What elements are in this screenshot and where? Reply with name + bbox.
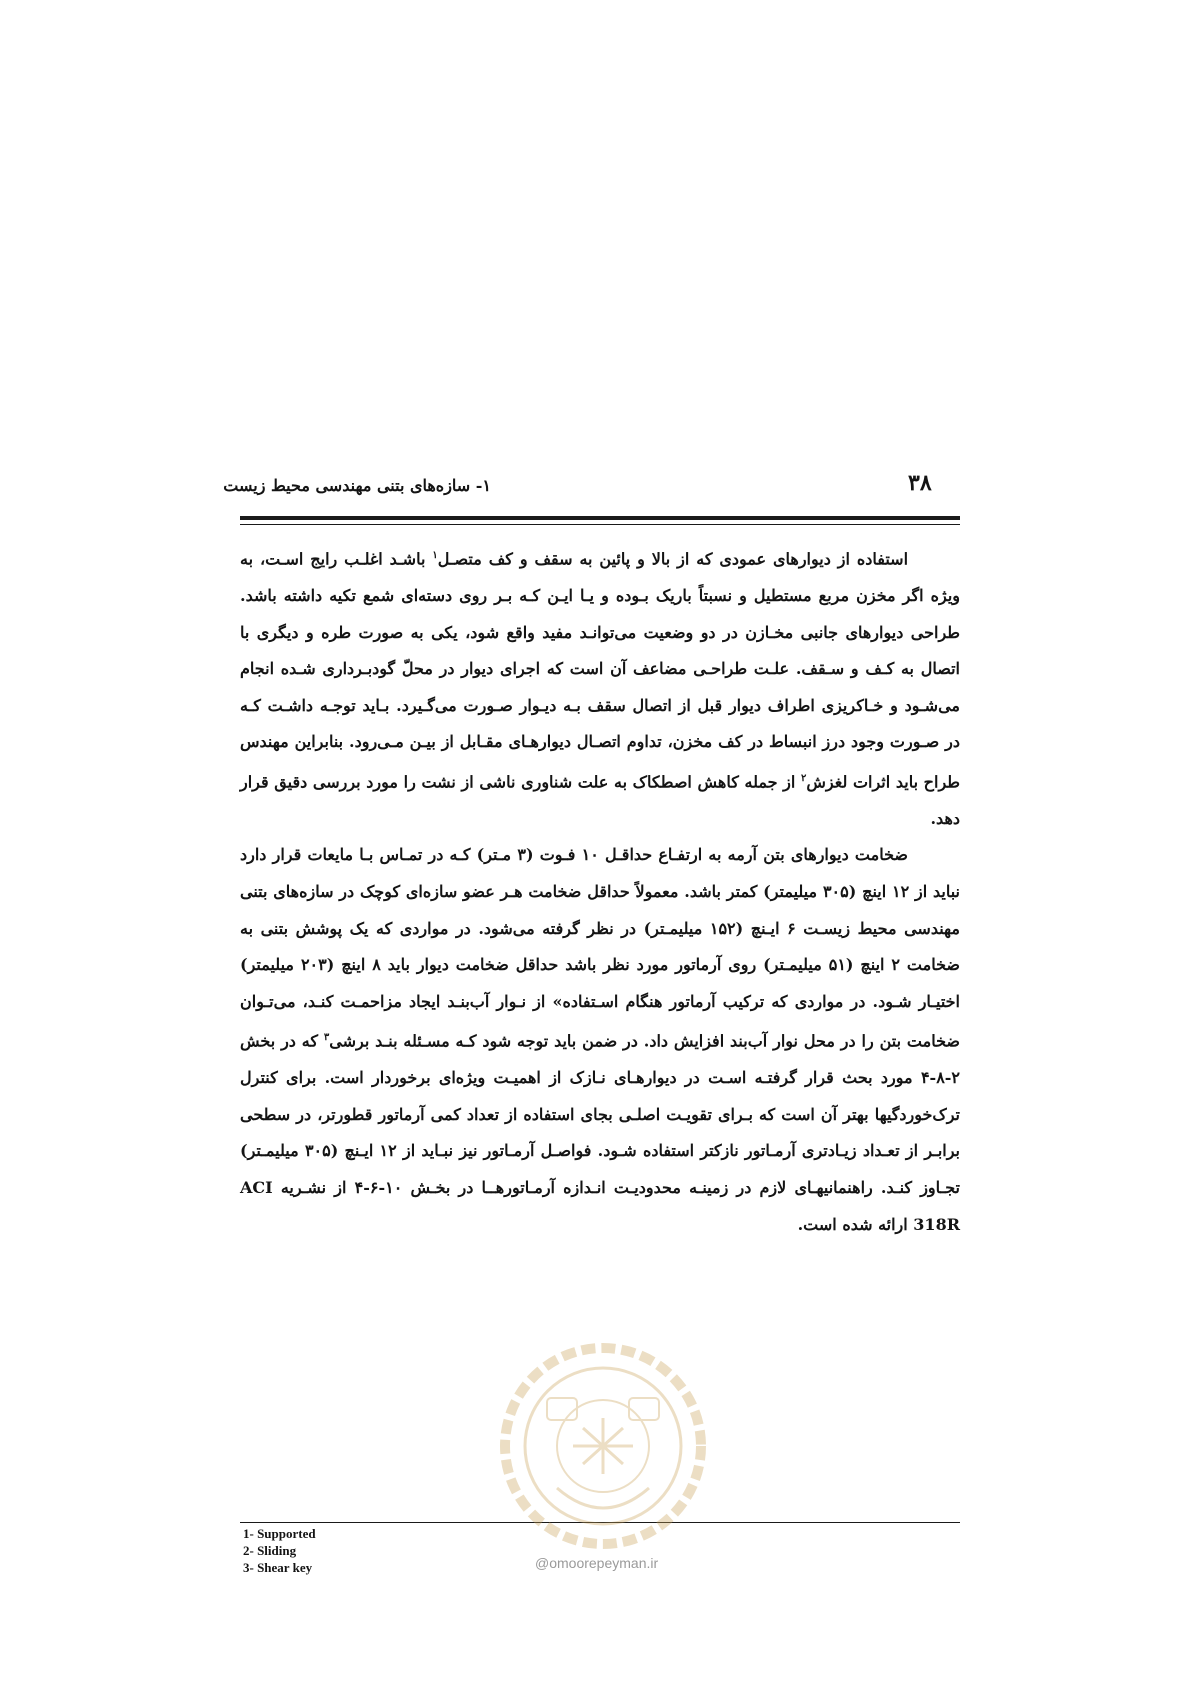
paragraph-1-part-1: استفاده از دیوارهای عمودی که از بالا و پائین به سقف و کف متصـل — [437, 549, 909, 569]
footnotes — [243, 1525, 316, 1576]
footnote-1: 1- Supported — [243, 1526, 316, 1541]
watermark-url: @omoorepeyman.ir — [535, 1555, 659, 1571]
paragraph-2-part-1: ضخامت دیوارهای بتن آرمه به ارتفـاع حداقـل ۱۰ فـوت (۳ مـتر) کـه در تمـاس بـا مایعات قرار دارد نباید از ۱۲ اینچ (۳۰۵ میلیمتر) کمتر باشد. معمولاً حداقل ضخامت هـر عضو سازه‌ای کوچک در سازه‌های بتنی مهندسی محیط زیسـت ۶ ایـنچ (۱۵۲ میلیمـتر) در نظر گرفته می‌شود. در مواردی که یک پوشش بتنی به ضخامت ۲ اینچ (۵۱ میلیمـتر) روی آرماتور مورد نظر باشد حداقل ضخامت دیوار باید ۸ اینچ (۲۰۳ میلیمتر) اختیـار شـود. در مواردی که ترکیب آرماتور هنگام اسـتفاده» از نـوار آب‌بنـد ایجاد مزاحمـت کنـد، می‌تـوان ضخامت بتن را در محل نوار آب‌بند افزایش داد. در ضمن باید توجه شود کـه مسـئله بنـد برشی — [240, 845, 960, 1051]
footnote-ref-2: ۲ — [800, 772, 807, 784]
body-text — [240, 538, 960, 1243]
seal-logo-icon — [487, 1338, 719, 1553]
footnote-3: 3- Shear key — [243, 1560, 313, 1575]
standard-reference: ACI 318R — [240, 1178, 960, 1234]
running-head: ۱- سازه‌های بتنی مهندسی محیط زیست — [223, 476, 491, 495]
header-rule — [240, 516, 960, 520]
footnote-2: 2- Sliding — [243, 1543, 297, 1558]
paragraph-1 — [240, 538, 960, 837]
paragraph-2 — [240, 837, 960, 1243]
footnote-ref-1: ۱ — [432, 550, 438, 561]
paragraph-2-part-3: ارائه شده است. — [797, 1214, 914, 1234]
page-number: ۳۸ — [908, 470, 932, 496]
paragraph-1-part-2: باشـد اغلـب رایج اسـت، به ویژه اگر مخزن مربع مستطیل و نسبتاً باریک بـوده و یـا ایـن کـه بـر روی دسته‌ای شمع تکیه داشته باشد. طراحی دیوارهای جانبی مخـازن در دو وضعیت می‌توانـد مفید واقع شود، یکی به صورت طره و دیگری با اتصال به کـف و سـقف. علـت طراحـی مضاعف آن است که اجرای دیوار در محلّ گودبـرداری شـده انجام می‌شـود و خـاکریزی اطراف دیوار قبل از اتصال سقف بـه دیـوار صـورت می‌گـیرد. بـاید توجـه داشـت کـه در صـورت وجود درز انبساط در کف مخزن، تداوم اتصـال دیوارهـای مقـابل از بیـن مـی‌رود. بنابراین مهندس طراح باید اثرات لغزش — [240, 549, 961, 792]
header-rule-thin — [240, 524, 960, 525]
footnote-ref-3: ۳ — [323, 1032, 330, 1044]
paragraph-2-part-2: که در بخش ۲-۸-۴ مورد بحث قرار گرفتـه اسـت در دیوارهـای نـازک از اهمیـت ویژه‌ای برخوردار است. برای کنترل ترک‌خوردگیها بهتر آن است که بـرای تقویـت اصلـی بجای استفاده از تعداد کمی آرماتور قطورتر، در سطحی برابـر از تعـداد زیـادتری آرمـاتور نازکتر استفاده شـود. فواصـل آرمـاتور نیز نبـاید از ۱۲ ایـنچ (۳۰۵ میلیمـتر) تجـاوز کنـد. راهنمانیهـای لازم در زمینـه محدودیـت انـدازه آرمـاتورهــا در بخـش ۱۰-۶-۴ از نشـریه — [240, 1031, 961, 1198]
paragraph-1-part-3: از جمله کاهش اصطکاک به علت شناوری ناشی از نشت را مورد بررسی دقیق قرار دهد. — [240, 772, 960, 828]
